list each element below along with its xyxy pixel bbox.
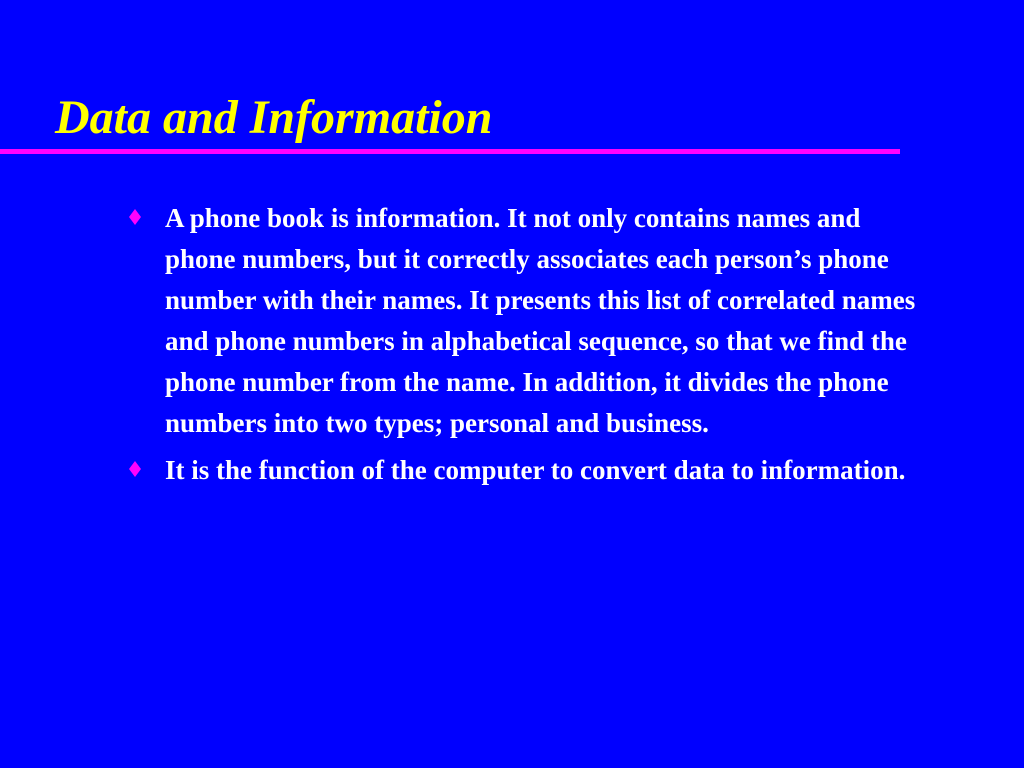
diamond-bullet-icon <box>128 208 142 226</box>
bullet-item-2 <box>128 450 928 491</box>
slide-title: Data and Information <box>55 91 493 144</box>
bullet-list <box>128 198 928 491</box>
diamond-bullet-icon <box>128 460 142 478</box>
bullet-text: A phone book is information. It not only contains names and phone numbers, but it correctly associates each person’s phone number with their names. It presents this list of correlated names and phone numbers in alphabetical sequence, so that we find the phone number from the name. In addition, it divides the phone numbers into two types; personal and business. <box>165 203 916 438</box>
bullet-item-1 <box>128 198 928 444</box>
title-underline-rule <box>0 149 900 154</box>
bullet-text: It is the function of the computer to convert data to information. <box>165 455 906 485</box>
